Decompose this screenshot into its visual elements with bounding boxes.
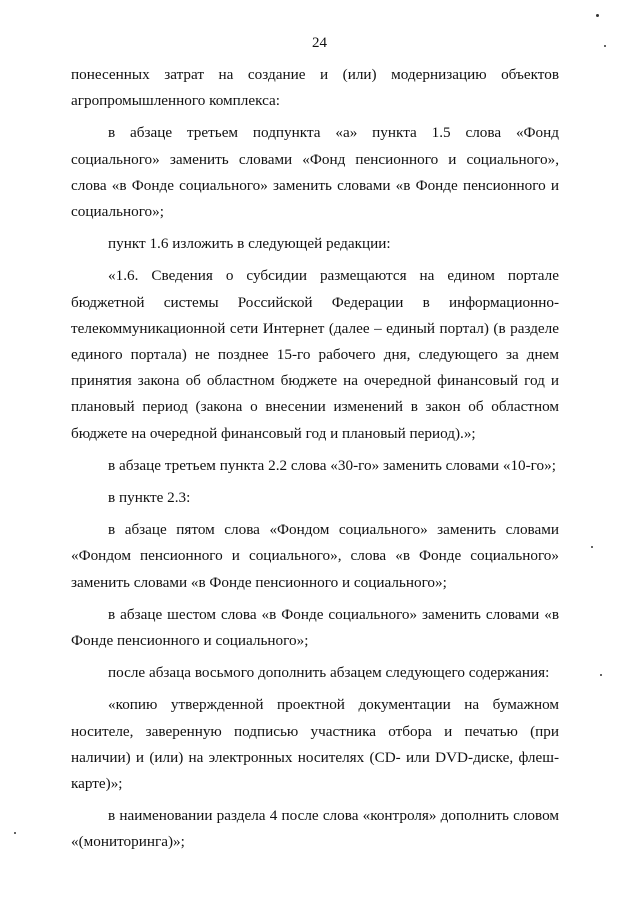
scan-speck xyxy=(604,45,606,47)
paragraph-5: в абзаце третьем пункта 2.2 слова «30-го» заменить словами «10-го»; xyxy=(108,456,556,474)
paragraph-7: в абзаце пятом слова «Фондом социального» заменить словами «Фондом пенсионного и социального», слова «в Фонде социального» заменить словами «в Фонде пенсионного и социального»; xyxy=(71,521,559,591)
paragraph-9: после абзаца восьмого дополнить абзацем следующего содержания: xyxy=(108,664,550,682)
page-number: 24 xyxy=(312,35,327,51)
paragraph-8: в абзаце шестом слова «в Фонде социального» заменить словами «в Фонде пенсионного и социального»; xyxy=(71,605,559,650)
paragraph-11: в наименовании раздела 4 после слова «контроля» дополнить словом «(мониторинга)»; xyxy=(71,807,559,851)
paragraph-10: «копию утвержденной проектной документации на бумажном носителе, заверенную подписью участника отбора и печатью (при наличии) и (или) на электронных носителях (CD- или DVD-диске, флеш-карте)»; xyxy=(71,696,559,793)
paragraph-6: в пункте 2.3: xyxy=(108,489,191,507)
paragraph-3: пункт 1.6 изложить в следующей редакции: xyxy=(108,235,391,253)
scan-speck xyxy=(596,14,599,17)
scan-speck xyxy=(14,832,16,834)
scan-speck xyxy=(591,546,593,548)
paragraph-4: «1.6. Сведения о субсидии размещаются на едином портале бюджетной системы Российской Федерации в информационно-телекоммуникационной сети Интернет (далее – единый портал) (в разделе единого портала) не позднее 15-го рабочего дня, следующего за днем принятия закона об областном бюджете на очередной финансовый год и плановый период (закона о внесении изменений в закон об областном бюджете на очередной финансовый год и плановый период).»; xyxy=(71,267,559,442)
scan-speck xyxy=(600,674,602,676)
paragraph-2: в абзаце третьем подпункта «а» пункта 1.5 слова «Фонд социального» заменить словами «Фонд пенсионного и социального», слова «в Фонде социального» заменить словами «в Фонде пенсионного и социального»; xyxy=(71,124,559,221)
paragraph-1: понесенных затрат на создание и (или) модернизацию объектов агропромышленного комплекса: xyxy=(71,66,559,110)
document-body xyxy=(71,62,559,862)
